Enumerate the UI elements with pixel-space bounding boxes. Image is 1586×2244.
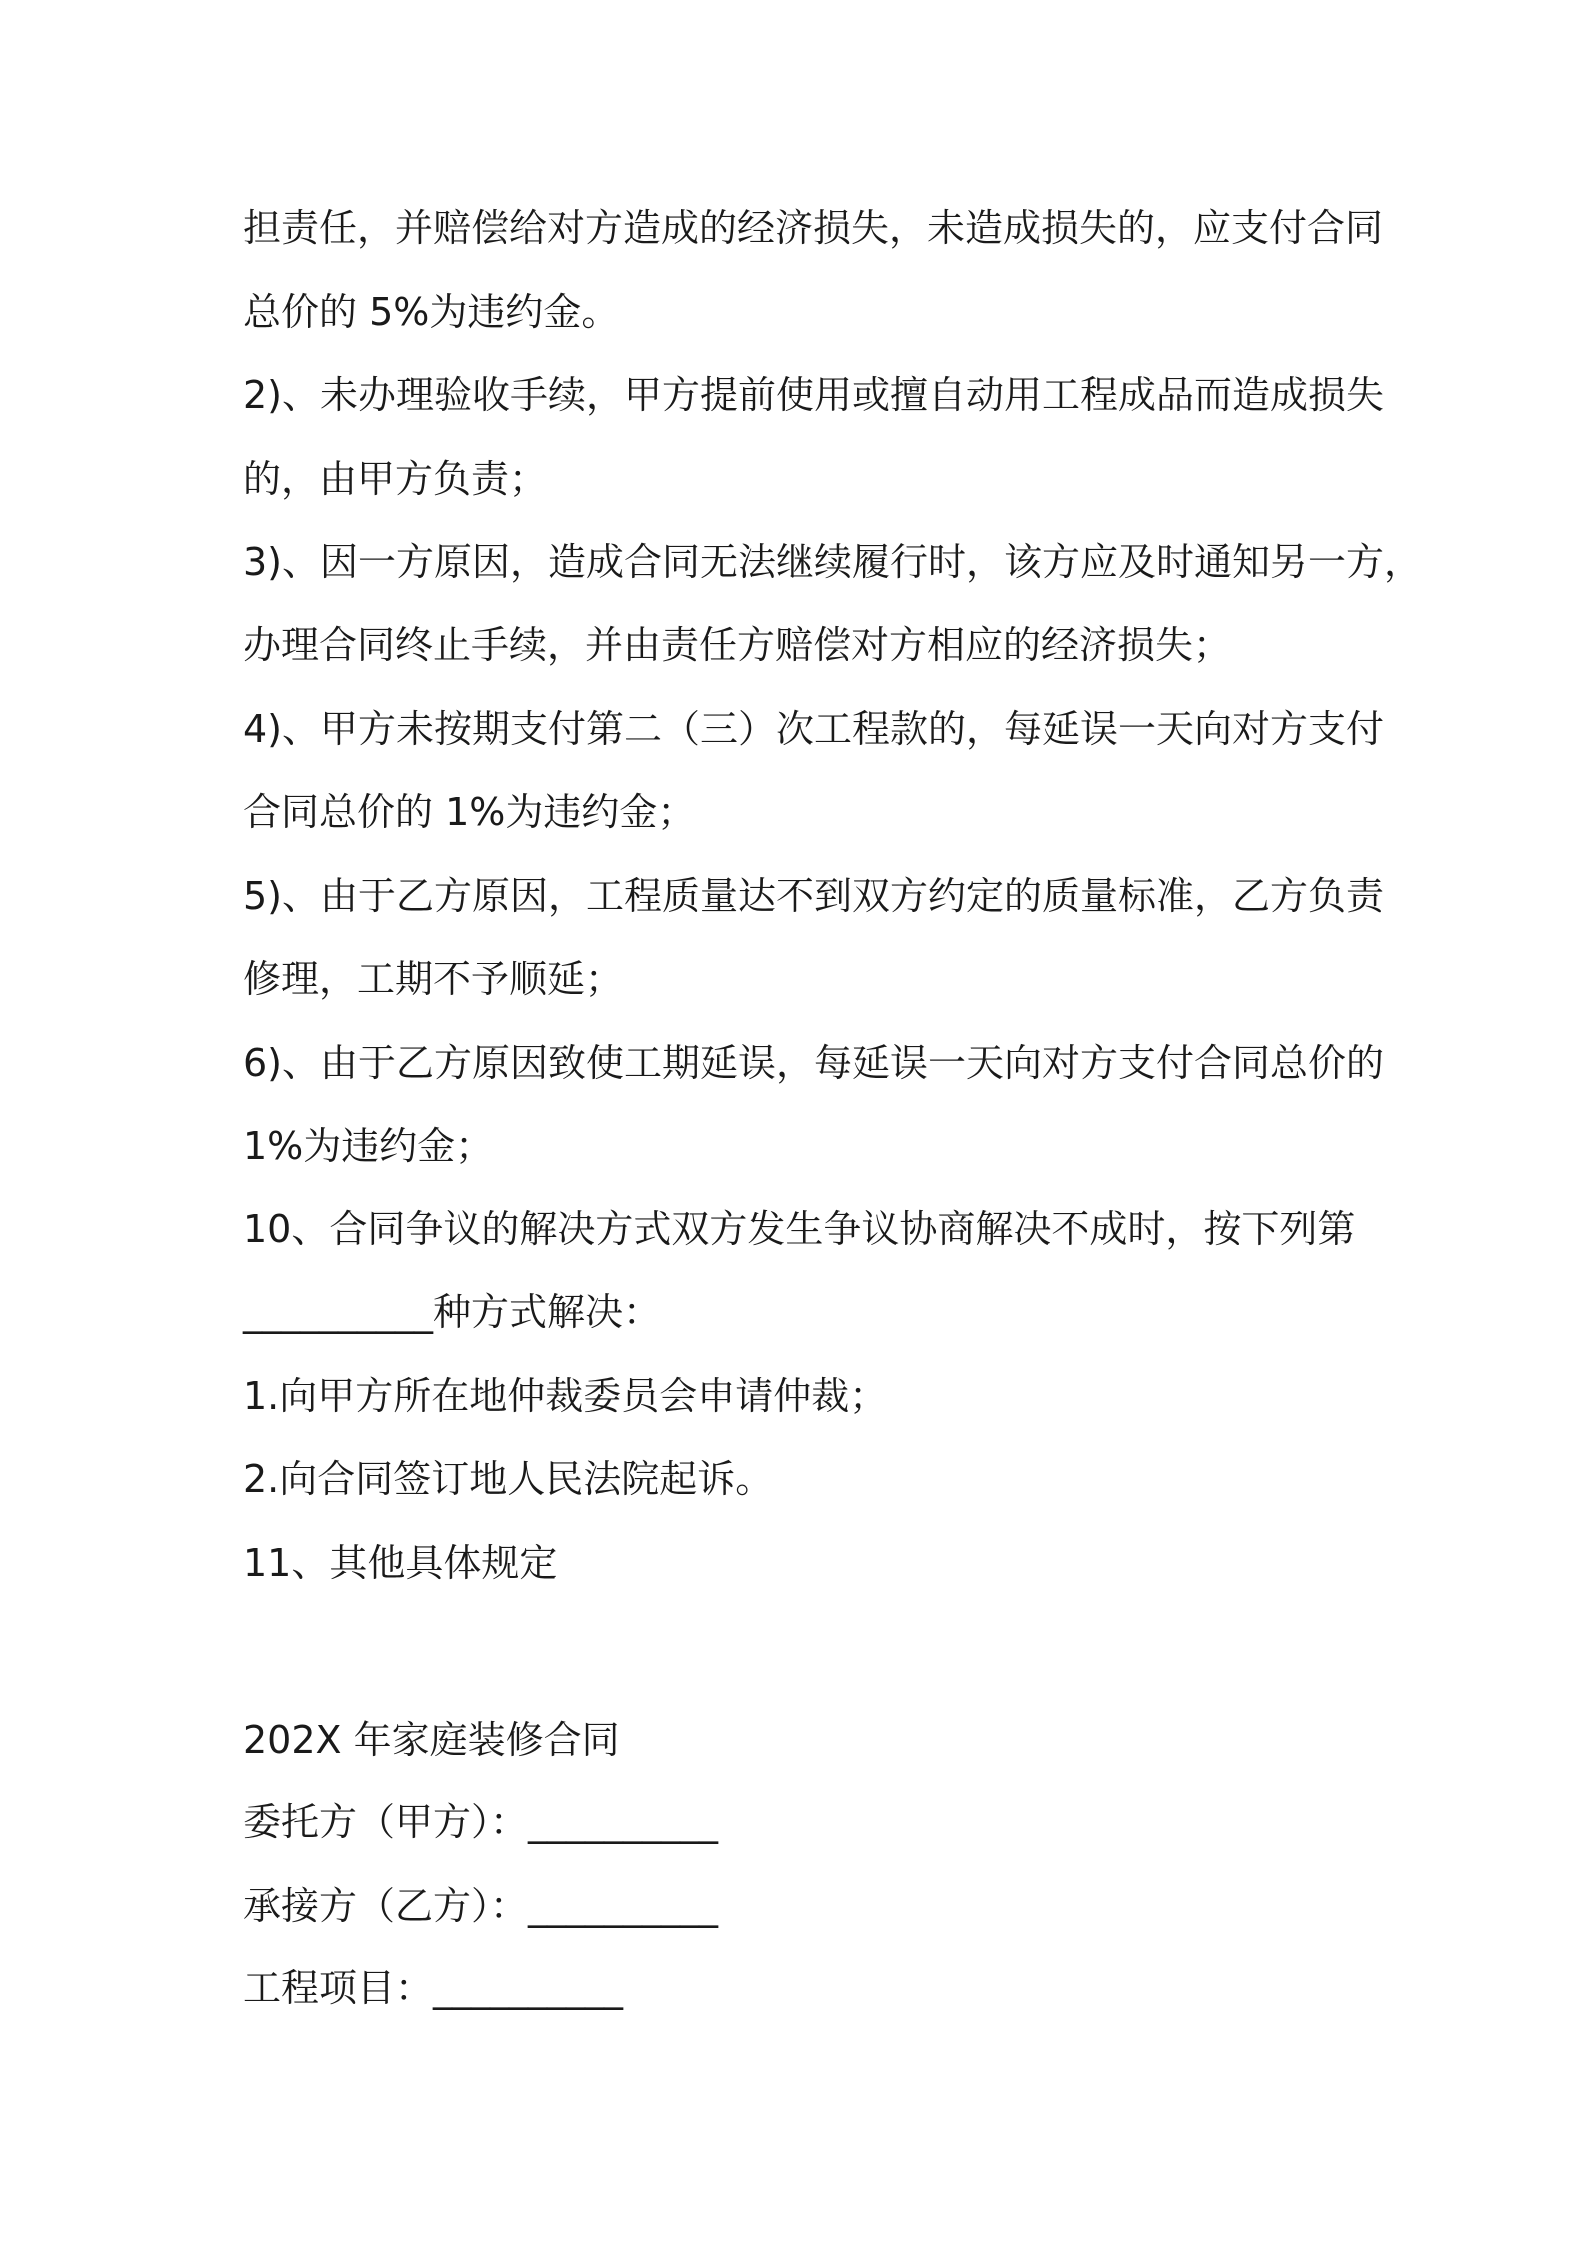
section-10-heading: 10、合同争议的解决方式双方发生争议协商解决不成时，按下列第	[243, 1207, 1356, 1251]
clause-3: 3)、因一方原因，造成合同无法继续履行时，该方应及时通知另一方，	[243, 540, 1423, 584]
clause-4: 4)、甲方未按期支付第二（三）次工程款的，每延误一天向对方支付	[243, 707, 1385, 751]
paragraph-line: 总价的 5%为违约金。	[243, 290, 620, 334]
contract-title: 202X 年家庭装修合同	[243, 1718, 620, 1762]
paragraph-line: 担责任，并赔偿给对方造成的经济损失，未造成损失的，应支付合同	[243, 206, 1384, 250]
resolution-method-blank: __________种方式解决：	[243, 1290, 662, 1334]
clause-2: 2)、未办理验收手续，甲方提前使用或擅自动用工程成品而造成损失	[243, 373, 1385, 417]
paragraph-line: 的，由甲方负责；	[243, 457, 548, 501]
client-party-a-field: 委托方（甲方）：__________	[243, 1800, 719, 1844]
clause-5: 5)、由于乙方原因，工程质量达不到双方约定的质量标准，乙方负责	[243, 874, 1385, 918]
option-court: 2.向合同签订地人民法院起诉。	[243, 1457, 774, 1501]
paragraph-line: 办理合同终止手续，并由责任方赔偿对方相应的经济损失；	[243, 623, 1232, 667]
clause-6: 6)、由于乙方原因致使工期延误，每延误一天向对方支付合同总价的	[243, 1041, 1385, 1085]
contractor-party-b-field: 承接方（乙方）：__________	[243, 1884, 719, 1928]
paragraph-line: 合同总价的 1%为违约金；	[243, 790, 696, 834]
paragraph-line: 修理，工期不予顺延；	[243, 957, 624, 1001]
section-11-heading: 11、其他具体规定	[243, 1541, 558, 1585]
option-arbitration: 1.向甲方所在地仲裁委员会申请仲裁；	[243, 1374, 888, 1418]
project-field: 工程项目：__________	[243, 1966, 624, 2010]
paragraph-line: 1%为违约金；	[243, 1124, 494, 1168]
